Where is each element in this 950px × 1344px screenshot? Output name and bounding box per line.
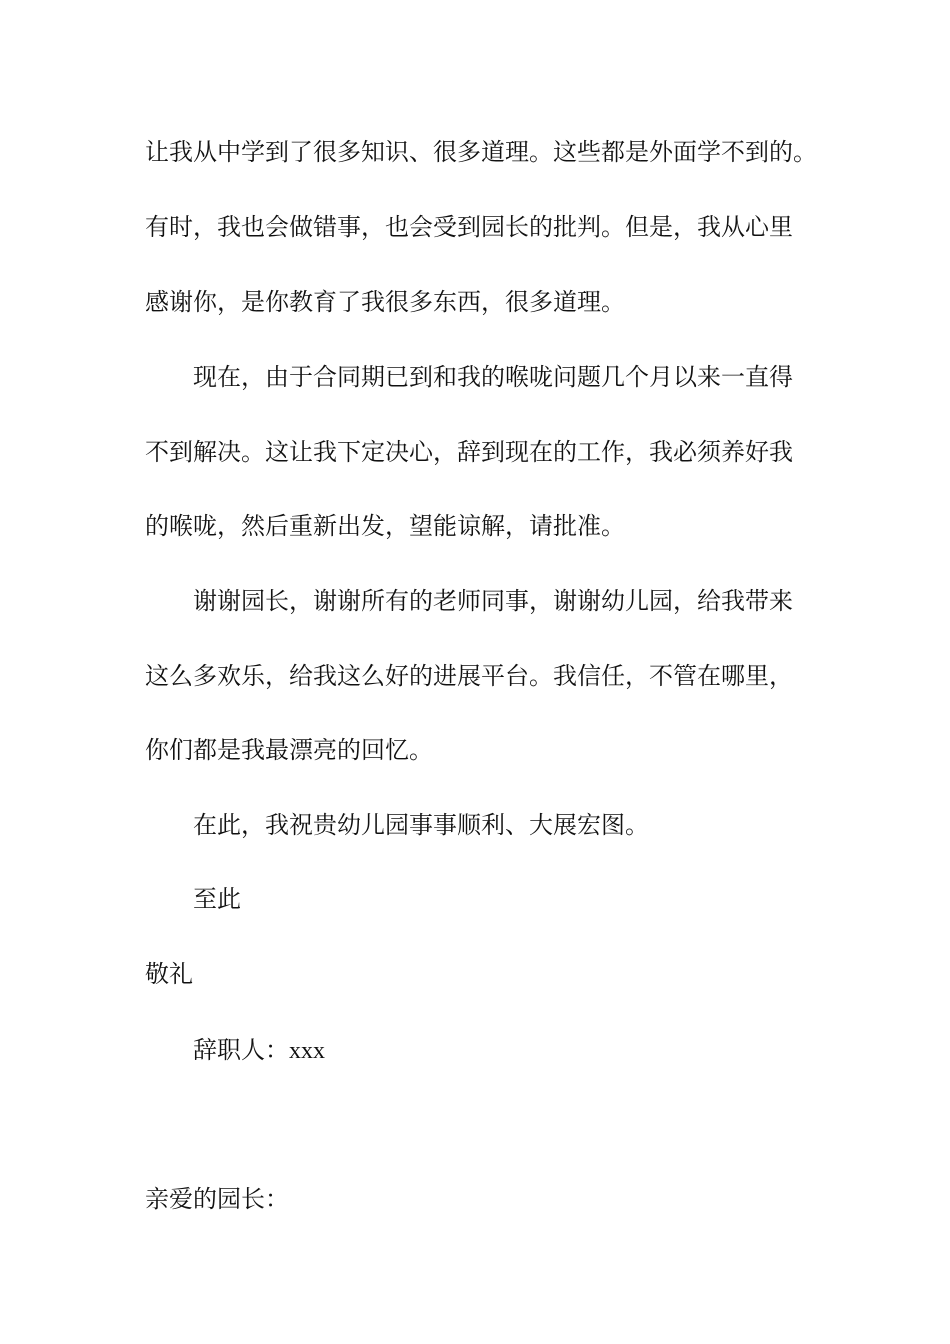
body-line-6: 的喉咙，然后重新出发，望能谅解，请批准。 — [145, 512, 625, 540]
body-line-3: 感谢你，是你教育了我很多东西，很多道理。 — [145, 288, 625, 316]
body-line-5: 不到解决。这让我下定决心，辞到现在的工作，我必须养好我 — [145, 438, 793, 466]
closing-line: 至此 — [193, 885, 241, 913]
body-line-4: 现在，由于合同期已到和我的喉咙问题几个月以来一直得 — [193, 363, 793, 391]
signature-line — [193, 1035, 325, 1066]
body-line-1: 让我从中学到了很多知识、很多道理。这些都是外面学不到的。 — [145, 138, 817, 166]
signature-label: 辞职人： — [193, 1036, 289, 1064]
body-line-7: 谢谢园长，谢谢所有的老师同事，谢谢幼儿园，给我带来 — [193, 587, 793, 615]
body-line-9: 你们都是我最漂亮的回忆。 — [145, 736, 433, 764]
body-line-10: 在此，我祝贵幼儿园事事顺利、大展宏图。 — [193, 811, 649, 839]
body-line-8: 这么多欢乐，给我这么好的进展平台。我信任，不管在哪里， — [145, 662, 793, 690]
greeting-line: 亲爱的园长： — [145, 1185, 289, 1213]
body-line-2: 有时，我也会做错事，也会受到园长的批判。但是，我从心里 — [145, 213, 793, 241]
signature-name: xxx — [289, 1038, 325, 1064]
salutation-regards: 敬礼 — [145, 960, 193, 988]
